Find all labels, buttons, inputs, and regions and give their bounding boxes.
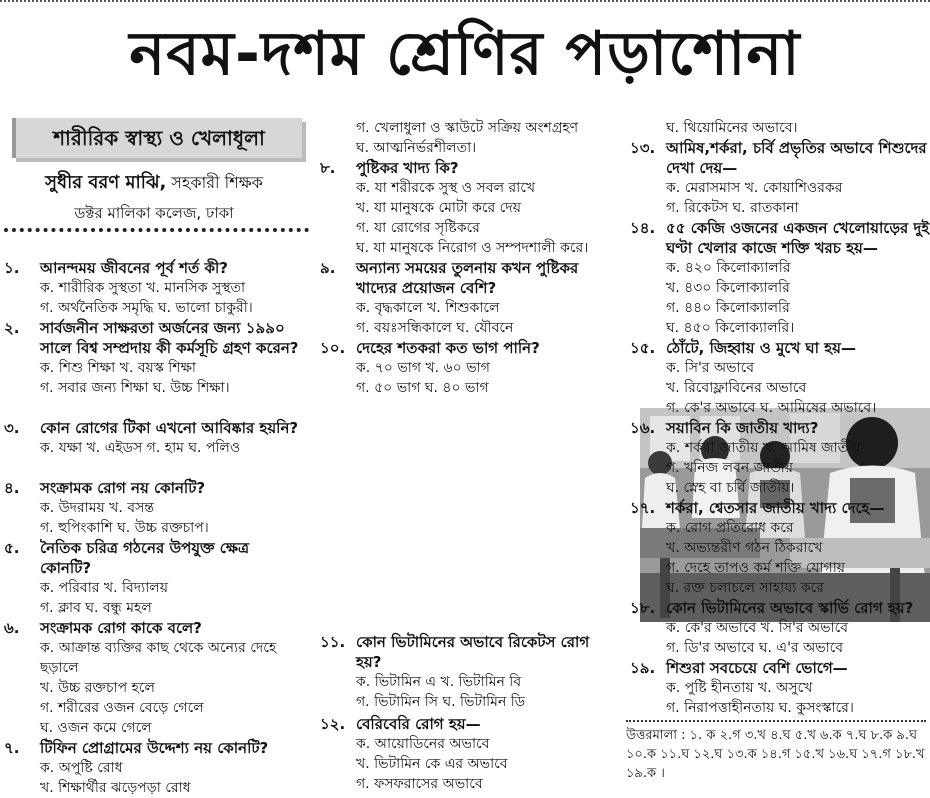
question-stem: ঠোঁটে, জিহ্বায় ও মুখে ঘা হয়—	[666, 339, 856, 357]
answer-option: ক. যা শরীরকে সুস্থ ও সবল রাখে	[356, 180, 536, 196]
question-stem: আমিষ,শর্করা, চর্বি প্রভৃতির অভাবে শিশুদের দেখা দেয়—	[666, 139, 927, 177]
answer-option: গ. ৫০ ভাগ ঘ. ৪০ ভাগ	[356, 380, 489, 396]
question	[630, 498, 930, 598]
answer-option: ক. পরিবার খ. বিদ্যালয়	[40, 580, 168, 596]
continued-option: ঘ. থিয়োমিনের অভাবে।	[666, 120, 798, 136]
question-number: ১৩.	[630, 139, 656, 157]
answer-option: ঘ. স্নেহ বা চর্বি জাতীয়।	[666, 480, 795, 496]
answer-key: উত্তরমালা : ১. ক ২.গ ৩.খ ৪.ঘ ৫.খ ৬.ক ৭.ঘ ৮.ক ৯.ঘ ১০.ক ১১.ঘ ১২.ঘ ১৩.ক ১৪.গ ১৫.খ ১৬.ঘ ১৭.গ ১৮.খ ১৯.ক ।	[626, 720, 926, 796]
question	[630, 598, 930, 658]
question	[320, 158, 615, 258]
answer-option: ঘ. ৪৫০ কিলোক্যালরি।	[666, 320, 795, 336]
answer-option: খ. শিক্ষার্থীর ঝড়েপড়া রোধ	[40, 780, 191, 796]
question-stem: ৫৫ কেজি ওজনের একজন খেলোয়াড়ের দুই ঘণ্টা খেলার কাজে শক্তি খরচ হয়—	[666, 219, 930, 257]
answer-option: খ. ৪৩০ কিলোক্যালরি	[666, 280, 790, 296]
continued-option: ঘ. আত্মনির্ভরশীলতা।	[356, 140, 477, 156]
question-stem: দেহের শতকরা কত ভাগ পানি?	[356, 339, 540, 357]
answer-option: গ. বয়ঃসন্ধিকালে ঘ. যৌবনে	[356, 320, 514, 336]
continued-option: গ. খেলাধুলা ও স্কাউটে সক্রিয় অংশগ্রহণ	[356, 120, 579, 136]
answer-option: গ. ভিটামিন সি ঘ. ভিটামিন ডি	[356, 694, 526, 710]
college-name: ডক্টর মালিকা কলেজ, ঢাকা	[74, 204, 234, 222]
answer-option: ক. যক্ষা খ. এইডস গ. হাম ঘ. পলিও	[40, 440, 241, 456]
question-stem: পুষ্টিকর খাদ্য কি?	[356, 159, 459, 177]
answer-option: গ. খনিজ লবন জাতীয়	[666, 460, 793, 476]
top-dotted-rule	[0, 0, 930, 2]
answer-option: ক. ৪২০ কিলোক্যালরি	[666, 260, 791, 276]
question-number: ১৪.	[630, 219, 656, 237]
question-number: ৪.	[4, 479, 20, 497]
section-banner: শারীরিক স্বাস্থ্য ও খেলাধূলা	[12, 118, 302, 158]
page-title: নবম-দশম শ্রেণির পড়াশোনা	[129, 19, 801, 89]
question	[4, 538, 304, 618]
answer-option: ক. রোগ প্রতিরোধ করে	[666, 520, 794, 536]
answer-option: গ. হুপিংকাশি ঘ. উচ্চ রক্তচাপ।	[40, 520, 209, 536]
answer-option: খ. উচ্চ রক্তচাপ হলে	[40, 680, 155, 696]
question-stem: সংক্রামক রোগ কাকে বলে?	[40, 619, 202, 637]
question-stem: টিফিন প্রোগ্রামের উদ্দেশ্য নয় কোনটি?	[40, 739, 269, 757]
question-stem: শিশুরা সবচেয়ে বেশি ভোগে—	[666, 659, 848, 677]
answer-option: খ. ভিটামিন কে এর অভাবে	[356, 756, 508, 772]
author-line	[4, 173, 304, 193]
question-stem: নৈতিক চরিত্র গঠনের উপযুক্ত ক্ষেত্র কোনটি?	[40, 539, 250, 577]
answer-option: ক. আক্রান্ত ব্যক্তির কাছ থেকে অন্যের দেহে ছড়ালে	[40, 640, 277, 676]
answer-option: ঘ. যা মানুষকে নিরোগ ও সম্পদশালী করে।	[356, 240, 589, 256]
question	[630, 138, 930, 218]
question	[4, 478, 304, 538]
author-role: সহকারী শিক্ষক	[171, 173, 263, 192]
answer-option: গ. শরীরের ওজন বেড়ে গেলে	[40, 700, 204, 716]
question	[4, 618, 304, 738]
question	[630, 418, 930, 498]
answer-option: খ. রিবোফ্লাবিনের অভাবে	[666, 380, 807, 396]
dotted-separator	[4, 228, 309, 232]
question-stem: কোন ভিটামিনের অভাবে স্কার্ভি রোগ হয়?	[666, 599, 914, 617]
answer-option: ক. সি'র অভাবে	[666, 360, 754, 376]
question-number: ৭.	[4, 739, 20, 757]
question-stem: অন্যান্য সময়ের তুলনায় কখন পুষ্টিকর খাদ্যের প্রয়োজন বেশি?	[356, 259, 579, 297]
answer-option: ক. শর্করা জাতীয় খ. আমিষ জাতীয়	[666, 440, 861, 456]
question-number: ১২.	[320, 715, 346, 733]
answer-option: ক. মেরাসমাস খ. কোয়াশিওরকর	[666, 180, 843, 196]
answer-option: গ. নিরাপত্তাহীনতায় ঘ. কুসংস্কারে।	[666, 700, 854, 716]
question-stem: আনন্দময় জীবনের পূর্ব শর্ত কী?	[40, 259, 228, 277]
answer-option: ঘ. রক্ত চলাচলে সাহায্য করে	[666, 580, 824, 596]
answer-option: ক. আয়োডিনের অভাবে	[356, 736, 490, 752]
question	[630, 338, 930, 418]
question-stem: সংক্রামক রোগ নয় কোনটি?	[40, 479, 206, 497]
answer-option: ক. শারীরিক সুস্থতা খ. মানসিক সুস্থতা	[40, 280, 246, 296]
question	[4, 738, 304, 798]
question-number: ১০.	[320, 339, 346, 357]
answer-option: ক. বৃদ্ধকালে খ. শিশুকালে	[356, 300, 500, 316]
question	[320, 632, 615, 712]
author-name: সুধীর বরণ মাঝি,	[45, 172, 167, 193]
question-number: ২.	[4, 319, 20, 337]
answer-option: গ. দেহে তাপও কর্ম শক্তি যোগায়	[666, 560, 846, 576]
question-number: ১৭.	[630, 499, 656, 517]
answer-option: ক. ৭০ ভাগ খ. ৬০ ভাগ	[356, 360, 490, 376]
answer-option: গ. রিকেটস ঘ. রাতকানা	[666, 200, 799, 216]
question	[630, 658, 930, 718]
question-number: ১১.	[320, 633, 346, 651]
answer-option: গ. যা রোগের সৃষ্টিকরে	[356, 220, 480, 236]
answer-option: ক. পুষ্টি হীনতায় খ. অসুখে	[666, 680, 813, 696]
question-number: ১৬.	[630, 419, 656, 437]
answer-option: ক. ভিটামিন এ খ. ভিটামিন বি	[356, 674, 522, 690]
answer-option: গ. ডি'র অভাবে ঘ. এ'র অভাবে	[666, 640, 844, 656]
answer-option: খ. যা মানুষকে মোটা করে দেয়	[356, 200, 521, 216]
answer-option: ক. অপুষ্টি রোধ	[40, 760, 123, 776]
answer-option: ক. উদরাময় খ. বসন্ত	[40, 500, 154, 516]
answer-option: গ. সবার জন্য শিক্ষা ঘ. উচ্চ শিক্ষা।	[40, 380, 230, 396]
question-number: ১৫.	[630, 339, 656, 357]
answer-option: গ. অর্থনৈতিক সমৃদ্ধি ঘ. ভালো চাকুরী।	[40, 300, 253, 316]
answer-option: গ. ফসফরাসের অভাবে	[356, 776, 483, 792]
answer-option: ঘ. ওজন কমে গেলে	[40, 720, 152, 736]
question-stem: সার্বজনীন সাক্ষরতা অর্জনের জন্য ১৯৯০ সালে বিশ্ব সম্প্রদায় কী কর্মসূচি গ্রহণ করেন?	[40, 319, 299, 357]
question	[630, 218, 930, 338]
question-number: ৯.	[320, 259, 336, 277]
question-number: ১.	[4, 259, 20, 277]
question-stem: কোন ভিটামিনের অভাবে রিকেটস রোগ হয়?	[356, 633, 590, 671]
answer-option: গ. ক্লাব ঘ. বন্ধু মহল	[40, 600, 152, 616]
question	[320, 338, 615, 398]
question	[4, 258, 304, 318]
question-stem: বেরিবেরি রোগ হয়—	[356, 715, 481, 733]
question	[320, 258, 615, 338]
question	[320, 714, 615, 794]
answer-option: ক. শিশু শিক্ষা খ. বয়স্ক শিক্ষা	[40, 360, 196, 376]
question-stem: কোন রোগের টিকা এখনো আবিষ্কার হয়নি?	[40, 419, 299, 437]
answer-option: খ. অভ্যন্তরীণ গঠন ঠিকরাখে	[666, 540, 823, 556]
question	[4, 318, 304, 398]
question-number: ৮.	[320, 159, 336, 177]
question-number: ৬.	[4, 619, 20, 637]
question-number: ১৯.	[630, 659, 656, 677]
question-stem: শর্করা, শ্বেতসার জাতীয় খাদ্য দেহে—	[666, 499, 885, 517]
question-number: ৫.	[4, 539, 20, 557]
question-stem: সয়াবিন কি জাতীয় খাদ্য?	[666, 419, 819, 437]
answer-option: গ. কে'র অভাবে ঘ. আমিষের অভাবে।	[666, 400, 877, 416]
question-number: ৩.	[4, 419, 20, 437]
question-number: ১৮.	[630, 599, 656, 617]
answer-option: গ. ৪৪০ কিলোক্যালরি	[666, 300, 790, 316]
answer-option: ক. কে'র অভাবে খ. সি'র অভাবে	[666, 620, 849, 636]
question	[4, 418, 304, 458]
